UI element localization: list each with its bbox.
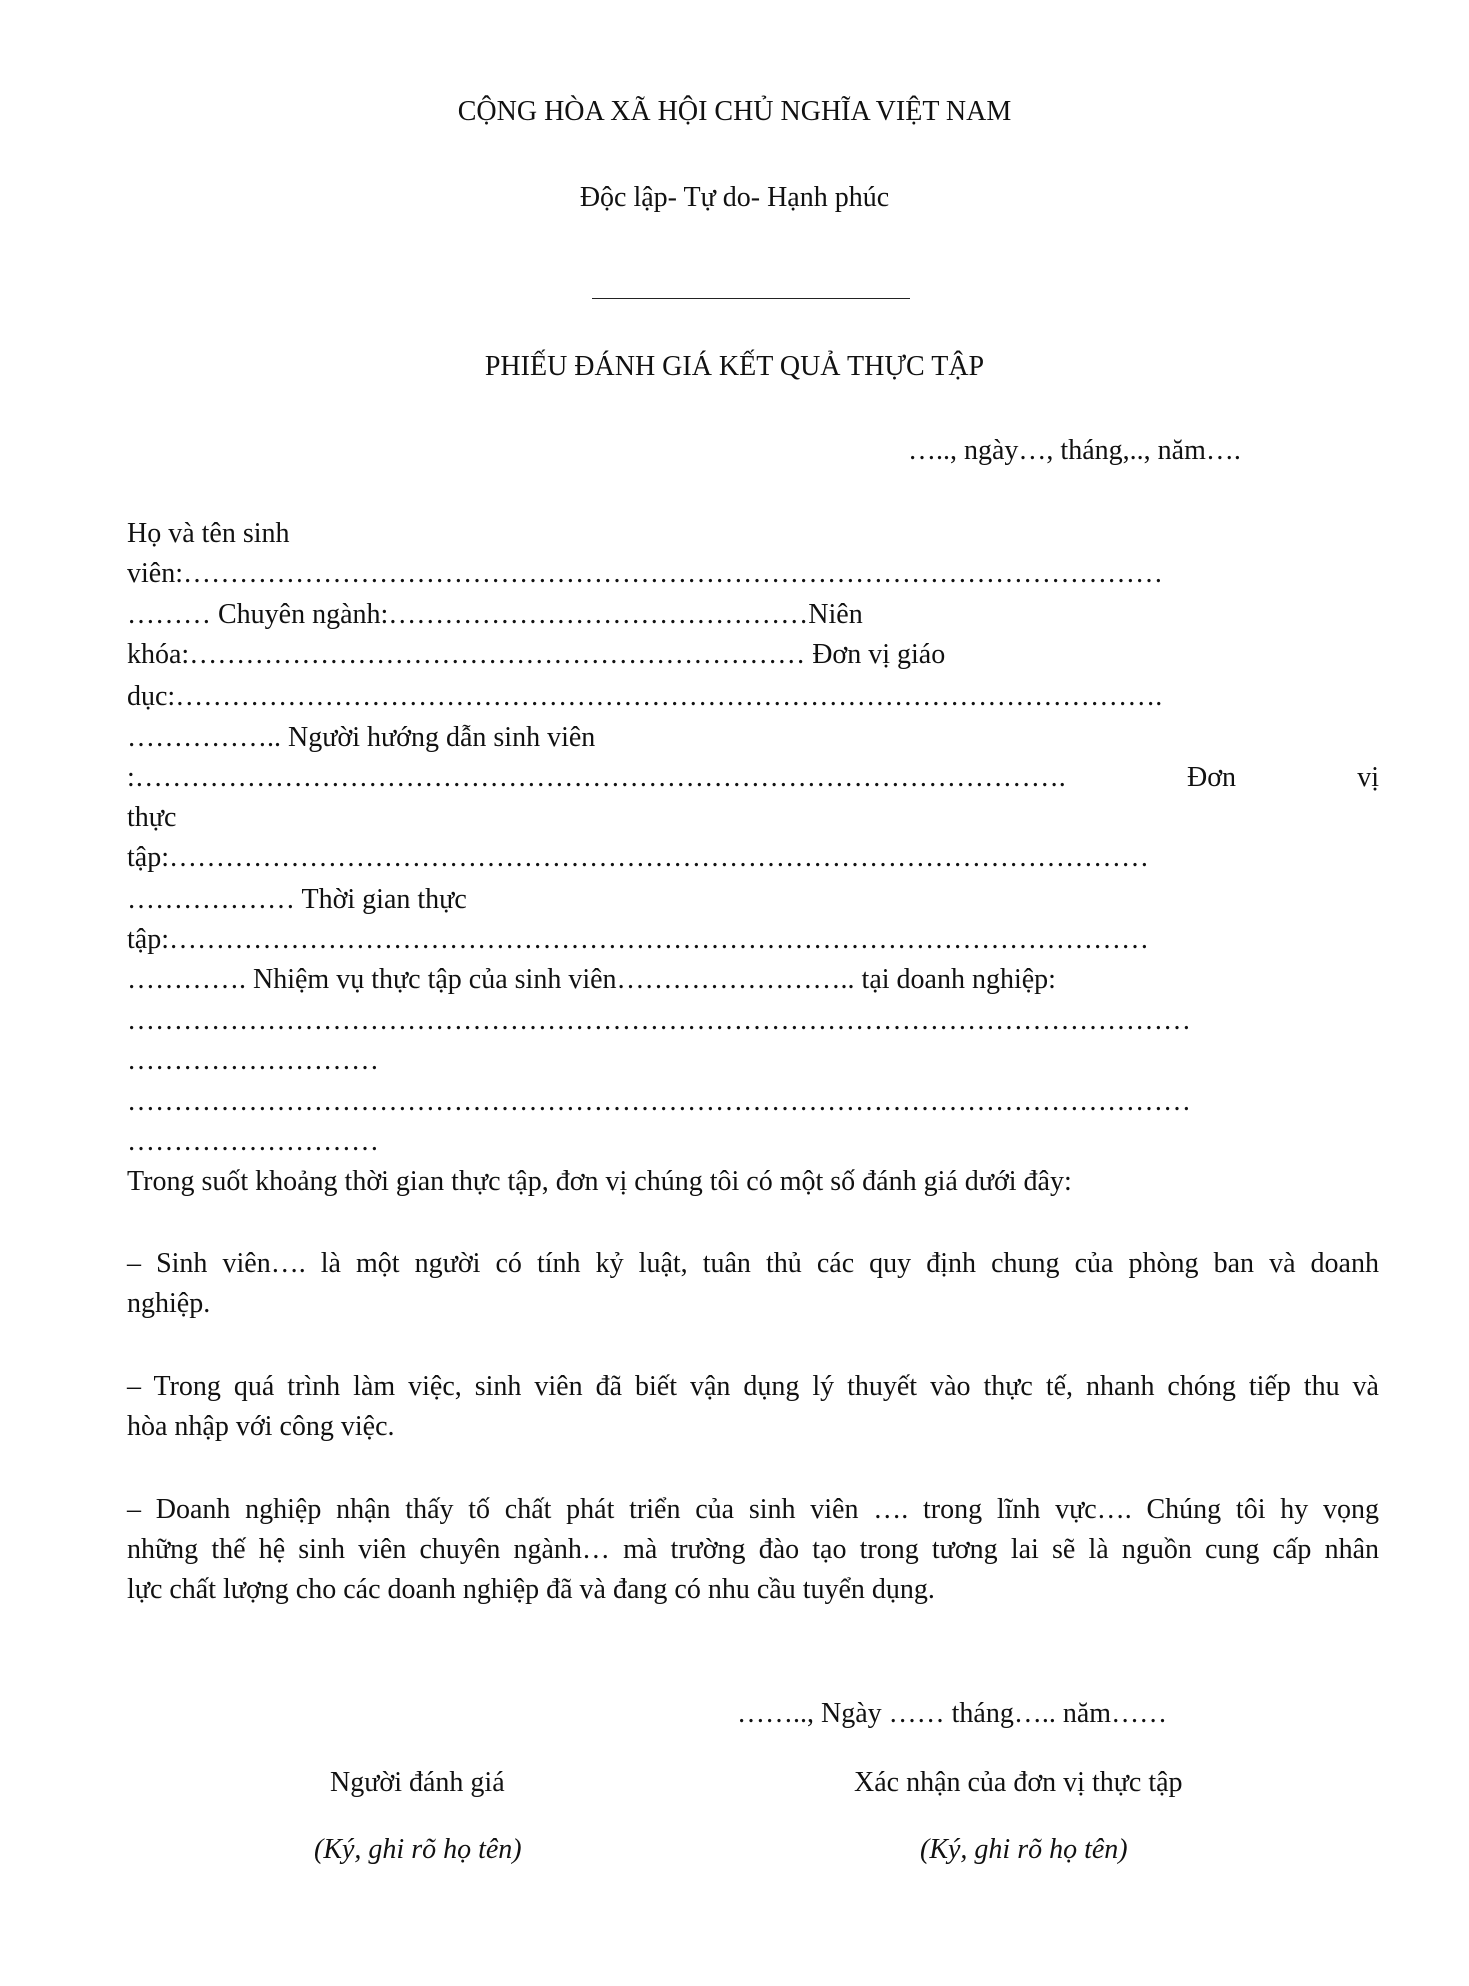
paragraph-line: lực chất lượng cho các doanh nghiệp đã và đang có nhu cầu tuyển dụng. [127, 1574, 935, 1605]
form-line: tập:…………………………………………………………………………………………… [127, 842, 1149, 873]
document-title: PHIẾU ĐÁNH GIÁ KẾT QUẢ THỰC TẬP [484, 351, 985, 382]
paragraph-line: những thế hệ sinh viên chuyên ngành… mà trường đào tạo trong tương lai sẽ là nguồn cung cấp nhân [127, 1534, 1379, 1565]
paragraph-line: nghiệp. [127, 1288, 211, 1319]
form-line: :………………………………………………………………………………………. Đơn vị [127, 762, 1379, 793]
signature-date-line: …….., Ngày …… tháng….. năm…… [737, 1698, 1168, 1729]
form-line: ……………………… [127, 1126, 379, 1157]
form-line: ……… Chuyên ngành:………………………………………Niên [127, 599, 863, 630]
form-line: …………………………………………………………………………………………………… [127, 1005, 1191, 1036]
evaluator-title: Người đánh giá [330, 1767, 505, 1798]
header-divider [592, 298, 910, 299]
form-line: ……………… Thời gian thực [127, 884, 467, 915]
form-line: thực [127, 802, 177, 833]
paragraph-line: – Trong quá trình làm việc, sinh viên đã biết vận dụng lý thuyết vào thực tế, nhanh chóng tiếp thu và [127, 1371, 1379, 1402]
national-header: CỘNG HÒA XÃ HỘI CHỦ NGHĨA VIỆT NAM [457, 96, 1012, 127]
form-line: …………………………………………………………………………………………………… [127, 1086, 1191, 1117]
paragraph-line: hòa nhập với công việc. [127, 1411, 395, 1442]
form-line: …………. Nhiệm vụ thực tập của sinh viên…………………….. tại doanh nghiệp: [127, 964, 1056, 995]
form-line: viên:…………………………………………………………………………………………… [127, 558, 1163, 589]
form-line: khóa:………………………………………………………… Đơn vị giáo [127, 639, 946, 670]
paragraph-line: – Doanh nghiệp nhận thấy tố chất phát triển của sinh viên …. trong lĩnh vực…. Chúng tôi hy vọng [127, 1494, 1379, 1525]
evaluator-sign-note: (Ký, ghi rõ họ tên) [314, 1834, 522, 1865]
form-line: tập:…………………………………………………………………………………………… [127, 924, 1149, 955]
internship-unit-sign-note: (Ký, ghi rõ họ tên) [920, 1834, 1128, 1865]
form-line: …………….. Người hướng dẫn sinh viên [127, 722, 596, 753]
form-line: Họ và tên sinh [127, 518, 290, 549]
date-line: ….., ngày…, tháng,.., năm…. [908, 435, 1241, 466]
paragraph-line: – Sinh viên…. là một người có tính kỷ luật, tuân thủ các quy định chung của phòng ban và doanh [127, 1248, 1379, 1279]
evaluation-intro: Trong suốt khoảng thời gian thực tập, đơn vị chúng tôi có một số đánh giá dưới đây: [127, 1166, 1072, 1197]
form-line: dục:……………………………………………………………………………………………. [127, 681, 1163, 712]
form-line: ……………………… [127, 1045, 379, 1076]
internship-unit-confirmation-title: Xác nhận của đơn vị thực tập [854, 1767, 1183, 1798]
national-motto: Độc lập- Tự do- Hạnh phúc [579, 182, 890, 213]
